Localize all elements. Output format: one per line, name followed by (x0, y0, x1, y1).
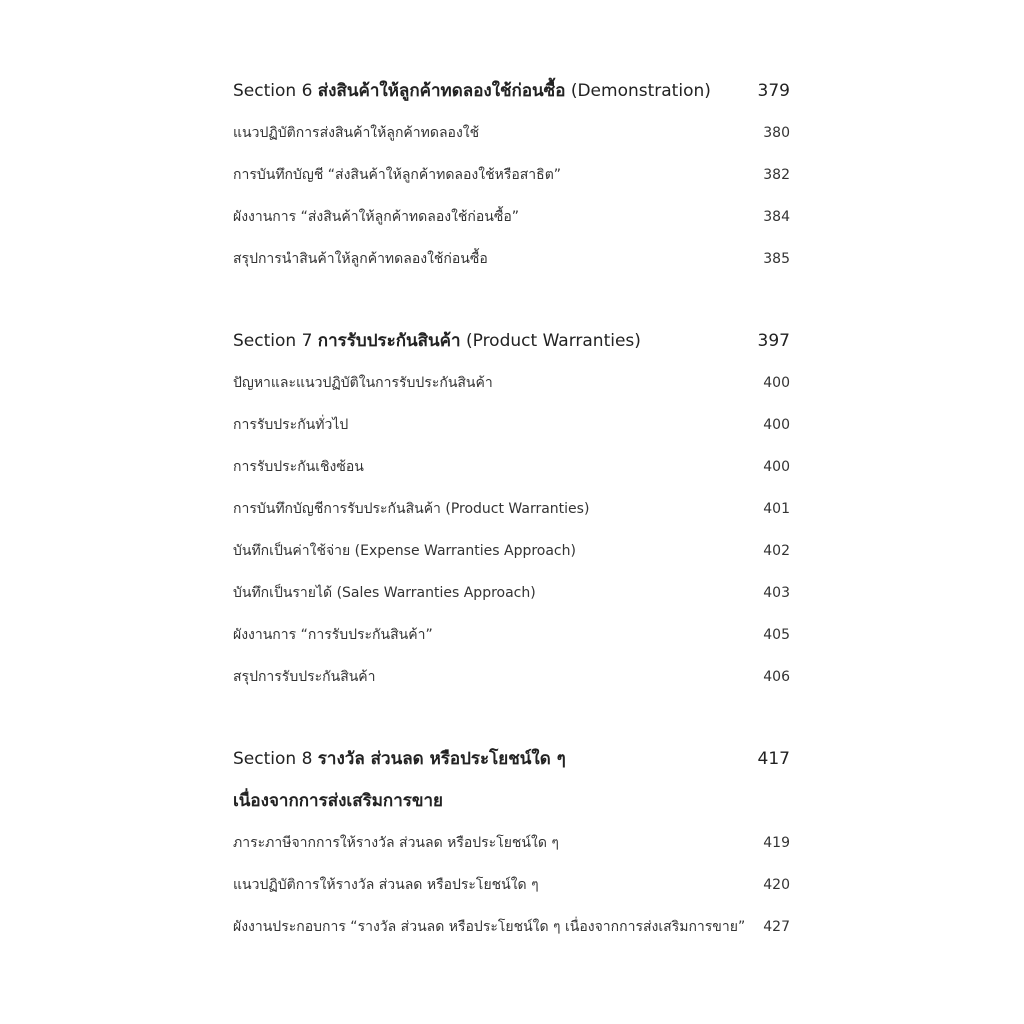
toc-entry-page: 380 (763, 125, 790, 141)
toc-entry[interactable] (233, 362, 790, 404)
section-label: Section 8 (233, 749, 313, 769)
toc-entry-title: ปัญหาและแนวปฏิบัติในการรับประกันสินค้า (233, 375, 493, 391)
toc-entry-title: ผังงานการ “การรับประกันสินค้า” (233, 627, 433, 643)
toc-entry-page: 419 (763, 835, 790, 851)
toc-entry-page: 406 (763, 669, 790, 685)
toc-entry-page: 401 (763, 501, 790, 517)
toc-entry-title: การรับประกันเชิงซ้อน (233, 459, 364, 475)
toc-section-7 (233, 320, 790, 698)
toc-entry-page: 405 (763, 627, 790, 643)
toc-entry[interactable] (233, 404, 790, 446)
toc-entry[interactable] (233, 906, 790, 948)
section-heading[interactable] (233, 738, 790, 780)
section-title-thai: รางวัล ส่วนลด หรือประโยชน์ใด ๆ (317, 749, 566, 769)
toc-entry-title: การบันทึกบัญชีการรับประกันสินค้า (Product Warranties) (233, 501, 590, 517)
toc-entry-page: 403 (763, 585, 790, 601)
section-spacer (233, 280, 790, 320)
toc-entry-title: ผังงานประกอบการ “รางวัล ส่วนลด หรือประโยชน์ใด ๆ เนื่องจากการส่งเสริมการขาย” (233, 919, 746, 935)
section-label: Section 6 (233, 81, 313, 101)
toc-section-8 (233, 738, 790, 948)
toc-entry[interactable] (233, 656, 790, 698)
toc-entry[interactable] (233, 154, 790, 196)
toc-entry-page: 385 (763, 251, 790, 267)
toc-entry-title: บันทึกเป็นรายได้ (Sales Warranties Approach) (233, 585, 536, 601)
toc-entry[interactable] (233, 864, 790, 906)
toc-entry-title: ผังงานการ “ส่งสินค้าให้ลูกค้าทดลองใช้ก่อนซื้อ” (233, 209, 520, 225)
section-title-thai: การรับประกันสินค้า (317, 331, 461, 351)
toc-entry[interactable] (233, 446, 790, 488)
toc-entry-page: 400 (763, 459, 790, 475)
toc-entry-page: 427 (763, 919, 790, 935)
section-label: Section 7 (233, 331, 313, 351)
table-of-contents (233, 70, 790, 948)
toc-entry-title: บันทึกเป็นค่าใช้จ่าย (Expense Warranties Approach) (233, 543, 576, 559)
toc-entry[interactable] (233, 238, 790, 280)
section-spacer (233, 698, 790, 738)
section-title (233, 738, 566, 780)
toc-entry[interactable] (233, 614, 790, 656)
toc-entry[interactable] (233, 822, 790, 864)
toc-entry[interactable] (233, 112, 790, 154)
toc-entry-title: การบันทึกบัญชี “ส่งสินค้าให้ลูกค้าทดลองใช้หรือสาธิต” (233, 167, 562, 183)
toc-entry-title: สรุปการนำสินค้าให้ลูกค้าทดลองใช้ก่อนซื้อ (233, 251, 488, 267)
section-page-number: 379 (757, 81, 790, 101)
section-heading[interactable] (233, 320, 790, 362)
section-title (233, 70, 711, 112)
toc-entry-page: 420 (763, 877, 790, 893)
toc-entry-title: ภาระภาษีจากการให้รางวัล ส่วนลด หรือประโยชน์ใด ๆ (233, 835, 559, 851)
section-heading[interactable] (233, 70, 790, 112)
toc-entry-title: แนวปฏิบัติการให้รางวัล ส่วนลด หรือประโยชน์ใด ๆ (233, 877, 539, 893)
toc-entry-page: 402 (763, 543, 790, 559)
section-page-number: 397 (757, 331, 790, 351)
toc-entry-page: 382 (763, 167, 790, 183)
section-title (233, 320, 641, 362)
toc-entry[interactable] (233, 530, 790, 572)
toc-entry[interactable] (233, 488, 790, 530)
section-title-continuation: เนื่องจากการส่งเสริมการขาย (233, 791, 444, 811)
toc-entry[interactable] (233, 572, 790, 614)
toc-entry-title: การรับประกันทั่วไป (233, 417, 349, 433)
toc-entry-title: สรุปการรับประกันสินค้า (233, 669, 376, 685)
section-title-english: (Product Warranties) (465, 331, 641, 351)
section-title-english: (Demonstration) (570, 81, 711, 101)
toc-entry-page: 400 (763, 417, 790, 433)
toc-entry-page: 400 (763, 375, 790, 391)
toc-section-6 (233, 70, 790, 280)
toc-entry-title: แนวปฏิบัติการส่งสินค้าให้ลูกค้าทดลองใช้ (233, 125, 480, 141)
toc-entry-page: 384 (763, 209, 790, 225)
toc-entry[interactable] (233, 196, 790, 238)
section-page-number: 417 (757, 749, 790, 769)
section-title-thai: ส่งสินค้าให้ลูกค้าทดลองใช้ก่อนซื้อ (317, 81, 566, 101)
